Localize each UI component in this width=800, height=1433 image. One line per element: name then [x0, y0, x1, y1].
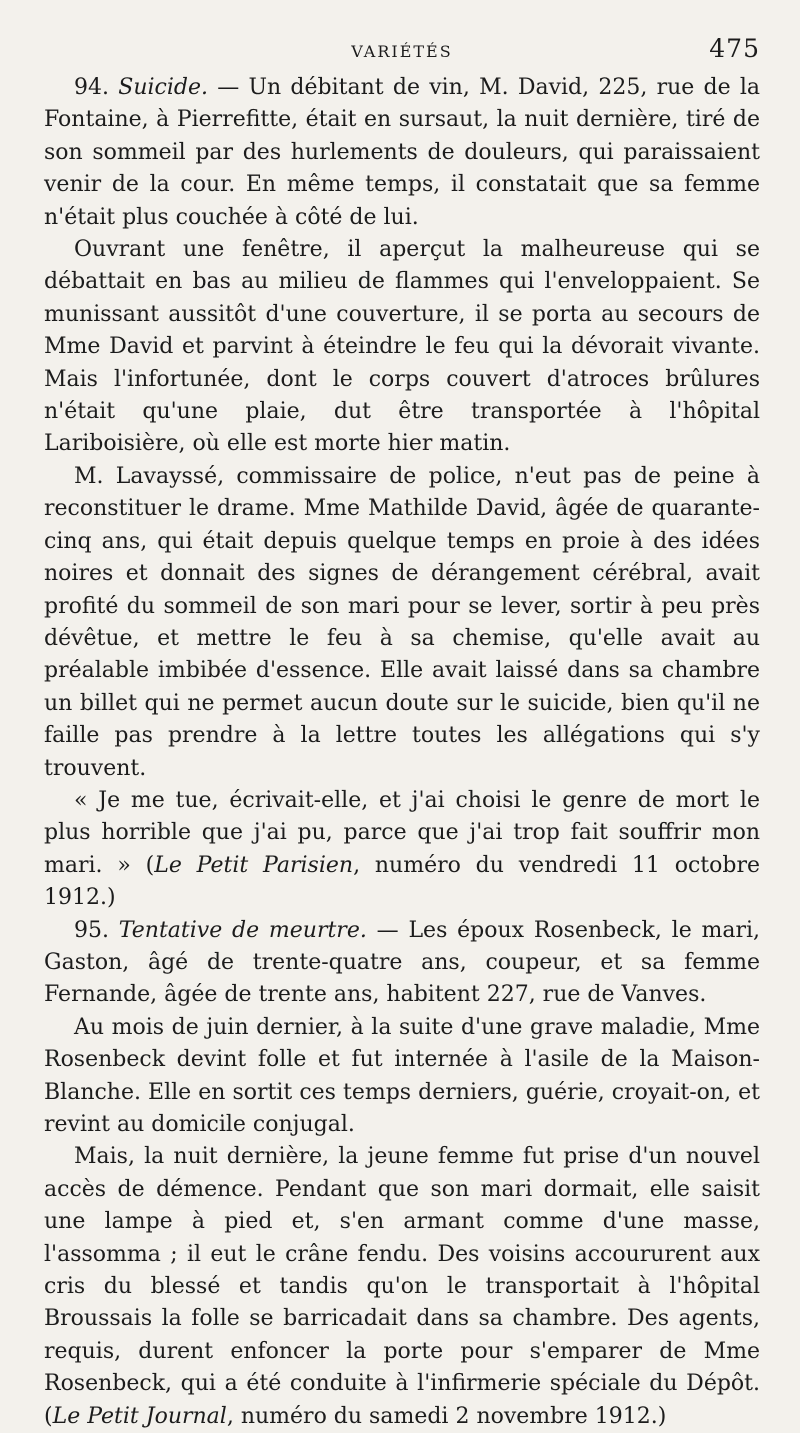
entry-94-paragraph-1	[44, 72, 760, 234]
entry-94-paragraph-2: Ouvrant une fenêtre, il aperçut la malheureuse qui se débattait en bas au milieu de flammes qui l'enveloppaient. Se munissant aussitôt d'une couverture, il se porta au secours de Mme David et parvint à éteindre le feu qui la dévorait vivante. Mais l'infortunée, dont le corps couvert d'atroces brûlures n'était qu'une plaie, dut être transportée à l'hôpital Lariboisière, où elle est morte hier matin.	[44, 237, 760, 457]
entry-95-paragraph-2: Au mois de juin dernier, à la suite d'une grave maladie, Mme Rosenbeck devint folle et fut internée à l'asile de la Maison-Blanche. Elle en sortit ces temps derniers, guérie, croyait-on, et revint au domicile conjugal.	[44, 1014, 760, 1137]
entry-number: 95.	[74, 917, 109, 943]
body-text	[44, 72, 760, 1433]
paragraph-text: Mais, la nuit dernière, la jeune femme fut prise d'un nouvel accès de démence. Pendant que son mari dormait, elle saisit une lampe à pied et, s'en armant comme d'une masse, l'assomma ; il eut le crâne fendu. Des voisins accoururent aux cris du blessé et tandis qu'on le transportait à l'hôpital Broussais la folle se barricadait dans sa chambre. Des agents, requis, durent enfoncer la porte pour s'emparer de Mme Rosenbeck, qui a été conduite à l'infirmerie spéciale du Dépôt.	[44, 1144, 760, 1397]
entry-94-quote-paragraph	[44, 785, 760, 915]
page-number: 475	[709, 34, 760, 63]
source-title: Le Petit Journal	[52, 1403, 227, 1429]
source-title: Le Petit Parisien	[154, 852, 354, 878]
entry-title: Suicide.	[118, 75, 208, 100]
paragraph-text: Un débitant de vin, M. David, 225, rue de la Fontaine, à Pierrefitte, était en sursaut, la nuit dernière, tiré de son sommeil par des hurlements de douleurs, qui paraissaient venir de la cour. En même temps, il constatait que sa femme n'était plus couchée à côté de lui.	[44, 75, 761, 230]
entry-94-paragraph-3: M. Lavayssé, commissaire de police, n'eut pas de peine à reconstituer le drame. Mme Mathilde David, âgée de quarante-cinq ans, qui était depuis quelque temps en proie à des idées noires et donnait des signes de dérangement cérébral, avait profité du sommeil de son mari pour se lever, sortir à peu près dévêtue, et mettre le feu à sa chemise, qu'elle avait au préalable imbibée d'essence. Elle avait laissé dans sa chambre un billet qui ne permet aucun doute sur le suicide, bien qu'il ne faille pas prendre à la lettre toutes les allégations qui s'y trouvent.	[44, 463, 760, 781]
source-citation: (Le Petit Journal, numéro du samedi 2 novembre 1912.)	[44, 1403, 667, 1429]
entry-95-paragraph-1	[44, 915, 760, 1012]
paragraph-text: Les époux Rosenbeck, le mari, Gaston, âgé de trente-quatre ans, coupeur, et sa femme Fernande, âgée de trente ans, habitent 227, rue de Vanves.	[44, 917, 761, 1008]
running-head	[44, 30, 760, 72]
title-dash: —	[217, 75, 240, 100]
book-page	[44, 30, 760, 1433]
running-title: VARIÉTÉS	[351, 42, 453, 61]
quote-text: « Je me tue, écrivait-elle, et j'ai choisi le genre de mort le plus horrible que j'ai pu, parce que j'ai trop fait souffrir mon mari. »	[44, 787, 760, 878]
title-dash: —	[376, 917, 399, 943]
entry-title: Tentative de meurtre.	[118, 917, 367, 943]
entry-number: 94.	[74, 75, 109, 100]
source-citation: (Le Petit Parisien, numéro du vendredi 11 octobre 1912.)	[44, 852, 761, 911]
entry-95-paragraph-3	[44, 1141, 760, 1433]
